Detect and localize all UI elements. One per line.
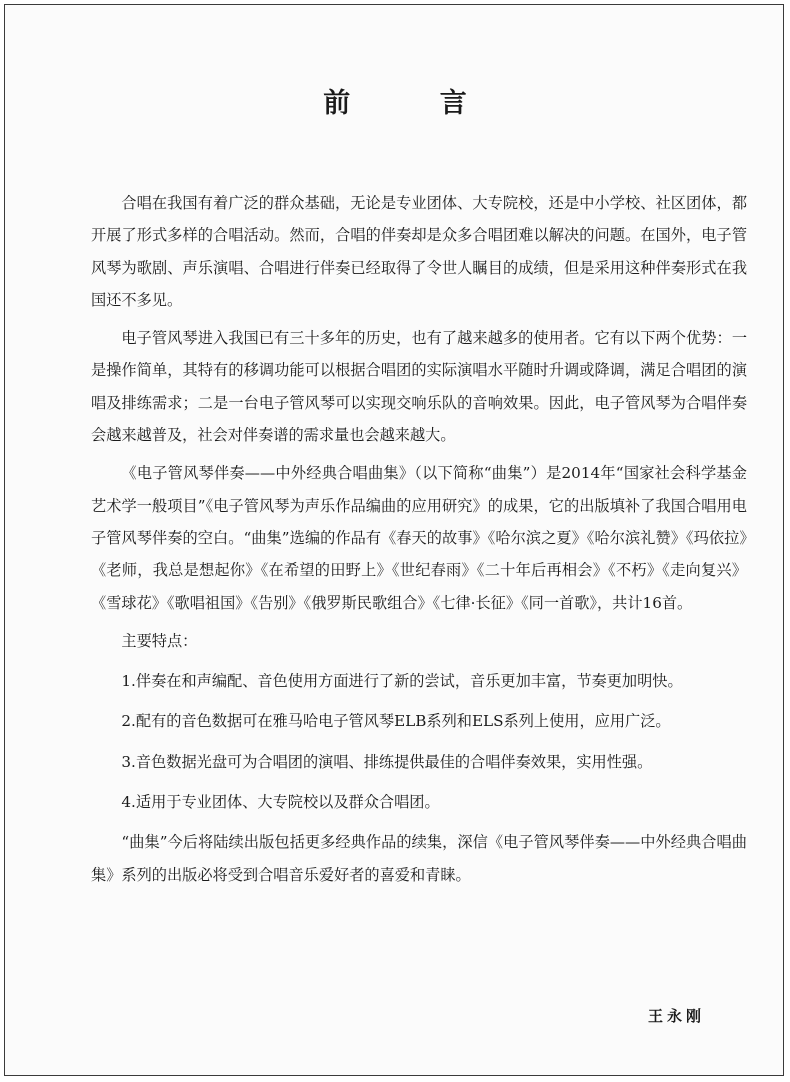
author-signature: 王永刚 <box>647 1007 705 1025</box>
document-page <box>4 4 784 1076</box>
closing-paragraph: “曲集”今后将陆续出版包括更多经典作品的续集，深信《电子管风琴伴奏——中外经典合唱曲集》系列的出版必将受到合唱音乐爱好者的喜爱和青睐。 <box>91 833 747 884</box>
paragraph-3: 《电子管风琴伴奏——中外经典合唱曲集》（以下简称“曲集”）是2014年“国家社会科学基金艺术学一般项目”《电子管风琴为声乐作品编曲的应用研究》的成果，它的出版填补了我国合唱用电子管风琴伴奏的空白。“曲集”选编的作品有《春天的故事》《哈尔滨之夏》《哈尔滨礼赞》《玛依拉》《老师，我总是想起你》《在希望的田野上》《世纪春雨》《二十年后再相会》《不朽》《走向复兴》《雪球花》《歌唱祖国》《告别》《俄罗斯民歌组合》《七律·长征》《同一首歌》，共计16首。 <box>91 464 747 612</box>
feature-item-4: 4.适用于专业团体、大专院校以及群众合唱团。 <box>121 793 440 812</box>
page-title: 前 言 <box>323 88 507 119</box>
feature-item-2: 2.配有的音色数据可在雅马哈电子管风琴ELB系列和ELS系列上使用，应用广泛。 <box>121 712 671 731</box>
feature-item-1: 1.伴奏在和声编配、音色使用方面进行了新的尝试，音乐更加丰富，节奏更加明快。 <box>121 672 683 691</box>
preface-body <box>91 187 747 897</box>
feature-item-3: 3.音色数据光盘可为合唱团的演唱、排练提供最佳的合唱伴奏效果，实用性强。 <box>121 752 653 771</box>
paragraph-1: 合唱在我国有着广泛的群众基础，无论是专业团体、大专院校，还是中小学校、社区团体，都开展了形式多样的合唱活动。然而，合唱的伴奏却是众多合唱团难以解决的问题。在国外，电子管风琴为歌剧、声乐演唱、合唱进行伴奏已经取得了令世人瞩目的成绩，但是采用这种伴奏形式在我国还不多见。 <box>91 194 747 309</box>
features-heading: 主要特点： <box>121 631 198 650</box>
paragraph-2: 电子管风琴进入我国已有三十多年的历史，也有了越来越多的使用者。它有以下两个优势：一是操作简单，其特有的移调功能可以根据合唱团的实际演唱水平随时升调或降调，满足合唱团的演唱及排练需求；二是一台电子管风琴可以实现交响乐队的音响效果。因此，电子管风琴为合唱伴奏会越来越普及，社会对伴奏谱的需求量也会越来越大。 <box>91 329 747 445</box>
